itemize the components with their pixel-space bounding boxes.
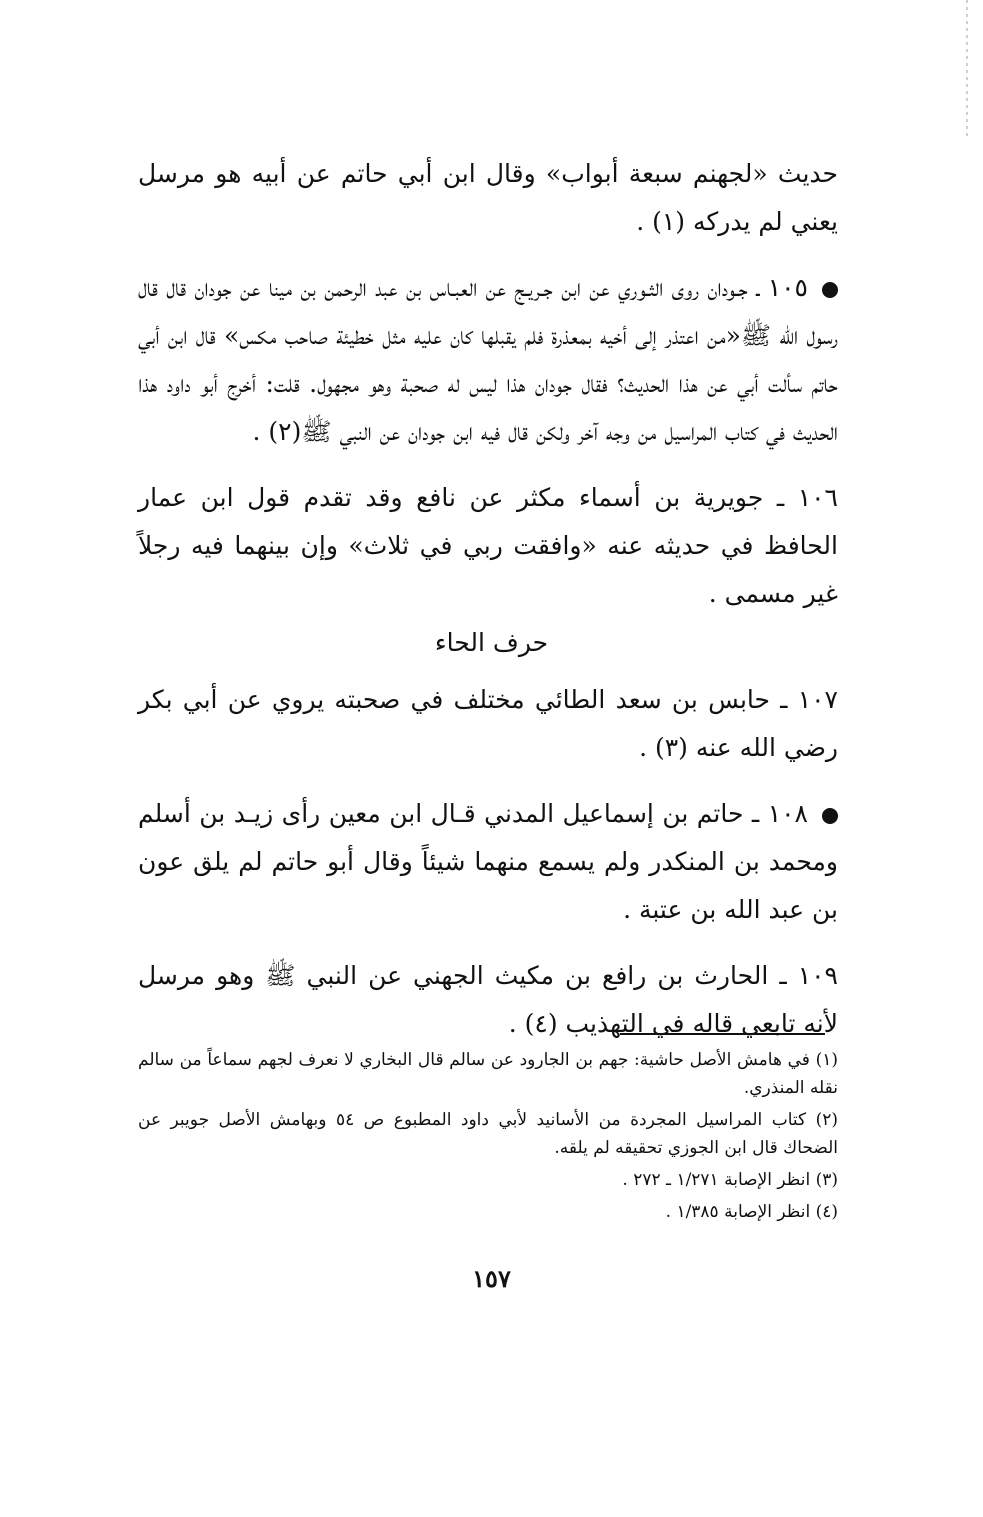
entry-105 [138,264,838,456]
page-edge-shadow [966,0,968,140]
paragraph-text: ١٠٦ ـ جويرية بن أسماء مكثر عن نافع وقد تقدم قول ابن عمار الحافظ في حديثه عنه «وافقت ربي في ثلاث» وإن بينهما فيه رجلاً غير مسمى . [138,483,838,608]
main-text-bottom [138,676,838,1048]
footnotes [138,1046,838,1230]
bullet-marker-icon [822,282,838,298]
entry-106 [138,474,838,618]
section-heading: حرف الحاء [434,628,549,657]
entry-108 [138,790,838,934]
page-bottom-margin [0,1300,983,1517]
footnote-separator [620,1033,825,1035]
page-number: ١٥٧ [472,1264,511,1293]
paragraph-continuation [138,150,838,246]
footnote-3: (٣) انظر الإصابة ١/٢٧١ ـ ٢٧٢ . [622,1170,838,1190]
paragraph-text: ١٠٧ ـ حابس بن سعد الطائي مختلف في صحبته يروي عن أبي بكر رضي الله عنه (٣) . [138,685,838,762]
bullet-marker-icon [822,808,838,824]
entry-107 [138,676,838,772]
footnote-4: (٤) انظر الإصابة ١/٣٨٥ . [665,1202,838,1222]
footnote-2: (٢) كتاب المراسيل المجردة من الأسانيد لأبي داود المطبوع ص ٥٤ وبهامش الأصل جويبر عن الضحاك قال ابن الجوزي تحقيقه لم يلقه. [138,1110,838,1158]
footnote-1: (١) في هامش الأصل حاشية: جهم بن الجارود عن سالم قال البخاري لا نعرف لجهم سماعاً من سالم نقله المنذري. [138,1050,838,1098]
paragraph-text: حديث «لجهنم سبعة أبواب» وقال ابن أبي حاتم عن أبيه هو مرسل يعني لم يدركه (١) . [138,159,838,236]
paragraph-text: ١٠٥ ـ جـودان روى الثـوري عن ابن جـريـج عن العبـاس بن عبد الرحمن بن مينا عن جودان قال قال رسول الله ﷺ«من اعتذر إلى أخيه بمعذرة فلم يقبلها كان عليه مثل خطيئة صاحب مكس» قال ابن أبي حاتم سألت أبي عن هذا الحديث؟ فقال جودان هذا ليس له صحبة وهو مجهول. قلت: أخرج أبو داود هذا الحديث في كتاب المراسيل من وجه آخر ولكن قال فيه ابن جودان عن النبي ﷺ(٢) . [138,273,838,446]
paragraph-text: ١٠٨ ـ حاتم بن إسماعيل المدني قـال ابن معين رأى زيـد بن أسلم ومحمد بن المنكدر ولم يسمع منهما شيئاً وقال أبو حاتم لم يلق عون بن عبد الله بن عتبة . [138,799,838,924]
main-text-top [138,150,838,618]
paragraph-text: ١٠٩ ـ الحارث بن رافع بن مكيث الجهني عن النبي ﷺ وهو مرسل لأنه تابعي قاله في التهذيب (٤) . [138,961,838,1038]
